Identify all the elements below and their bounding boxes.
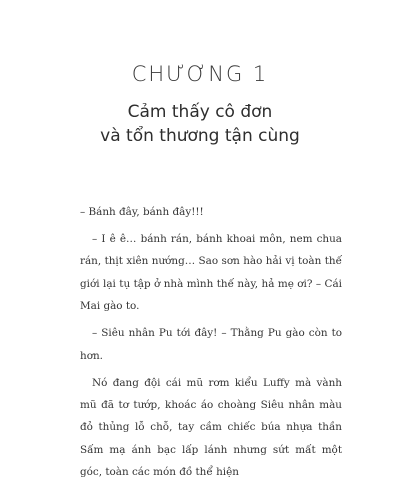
- chapter-title-line-1: Cảm thấy cô đơn: [127, 102, 273, 122]
- paragraph: Nó đang đội cái mũ rơm kiểu Luffy mà vành mũ đã tơ tướp, khoác áo choàng Siêu nhân màu đỏ thủng lỗ chỗ, tay cầm chiếc búa nhựa thần Sấm mạ ánh bạc lấp lánh nhưng sứt mất một góc, toàn các món đồ thể hiện: [80, 376, 342, 479]
- paragraph: – Siêu nhân Pu tới đây! – Thằng Pu gào còn to hơn.: [80, 327, 342, 362]
- paragraph: – I ê ê… bánh rán, bánh khoai môn, nem chua rán, thịt xiên nướng… Sao sơn hào hải vị toàn thế giới lại tụ tập ở nhà mình thế này, hả mẹ ơi? – Cái Mai gào to.: [80, 233, 342, 313]
- chapter-label: CHƯƠNG 1: [131, 62, 269, 86]
- chapter-title: [0, 100, 400, 148]
- paragraph: – Bánh đây, bánh đây!!!: [80, 206, 204, 218]
- chapter-title-line-2: và tổn thương tận cùng: [100, 126, 300, 146]
- chapter-body: [80, 201, 342, 488]
